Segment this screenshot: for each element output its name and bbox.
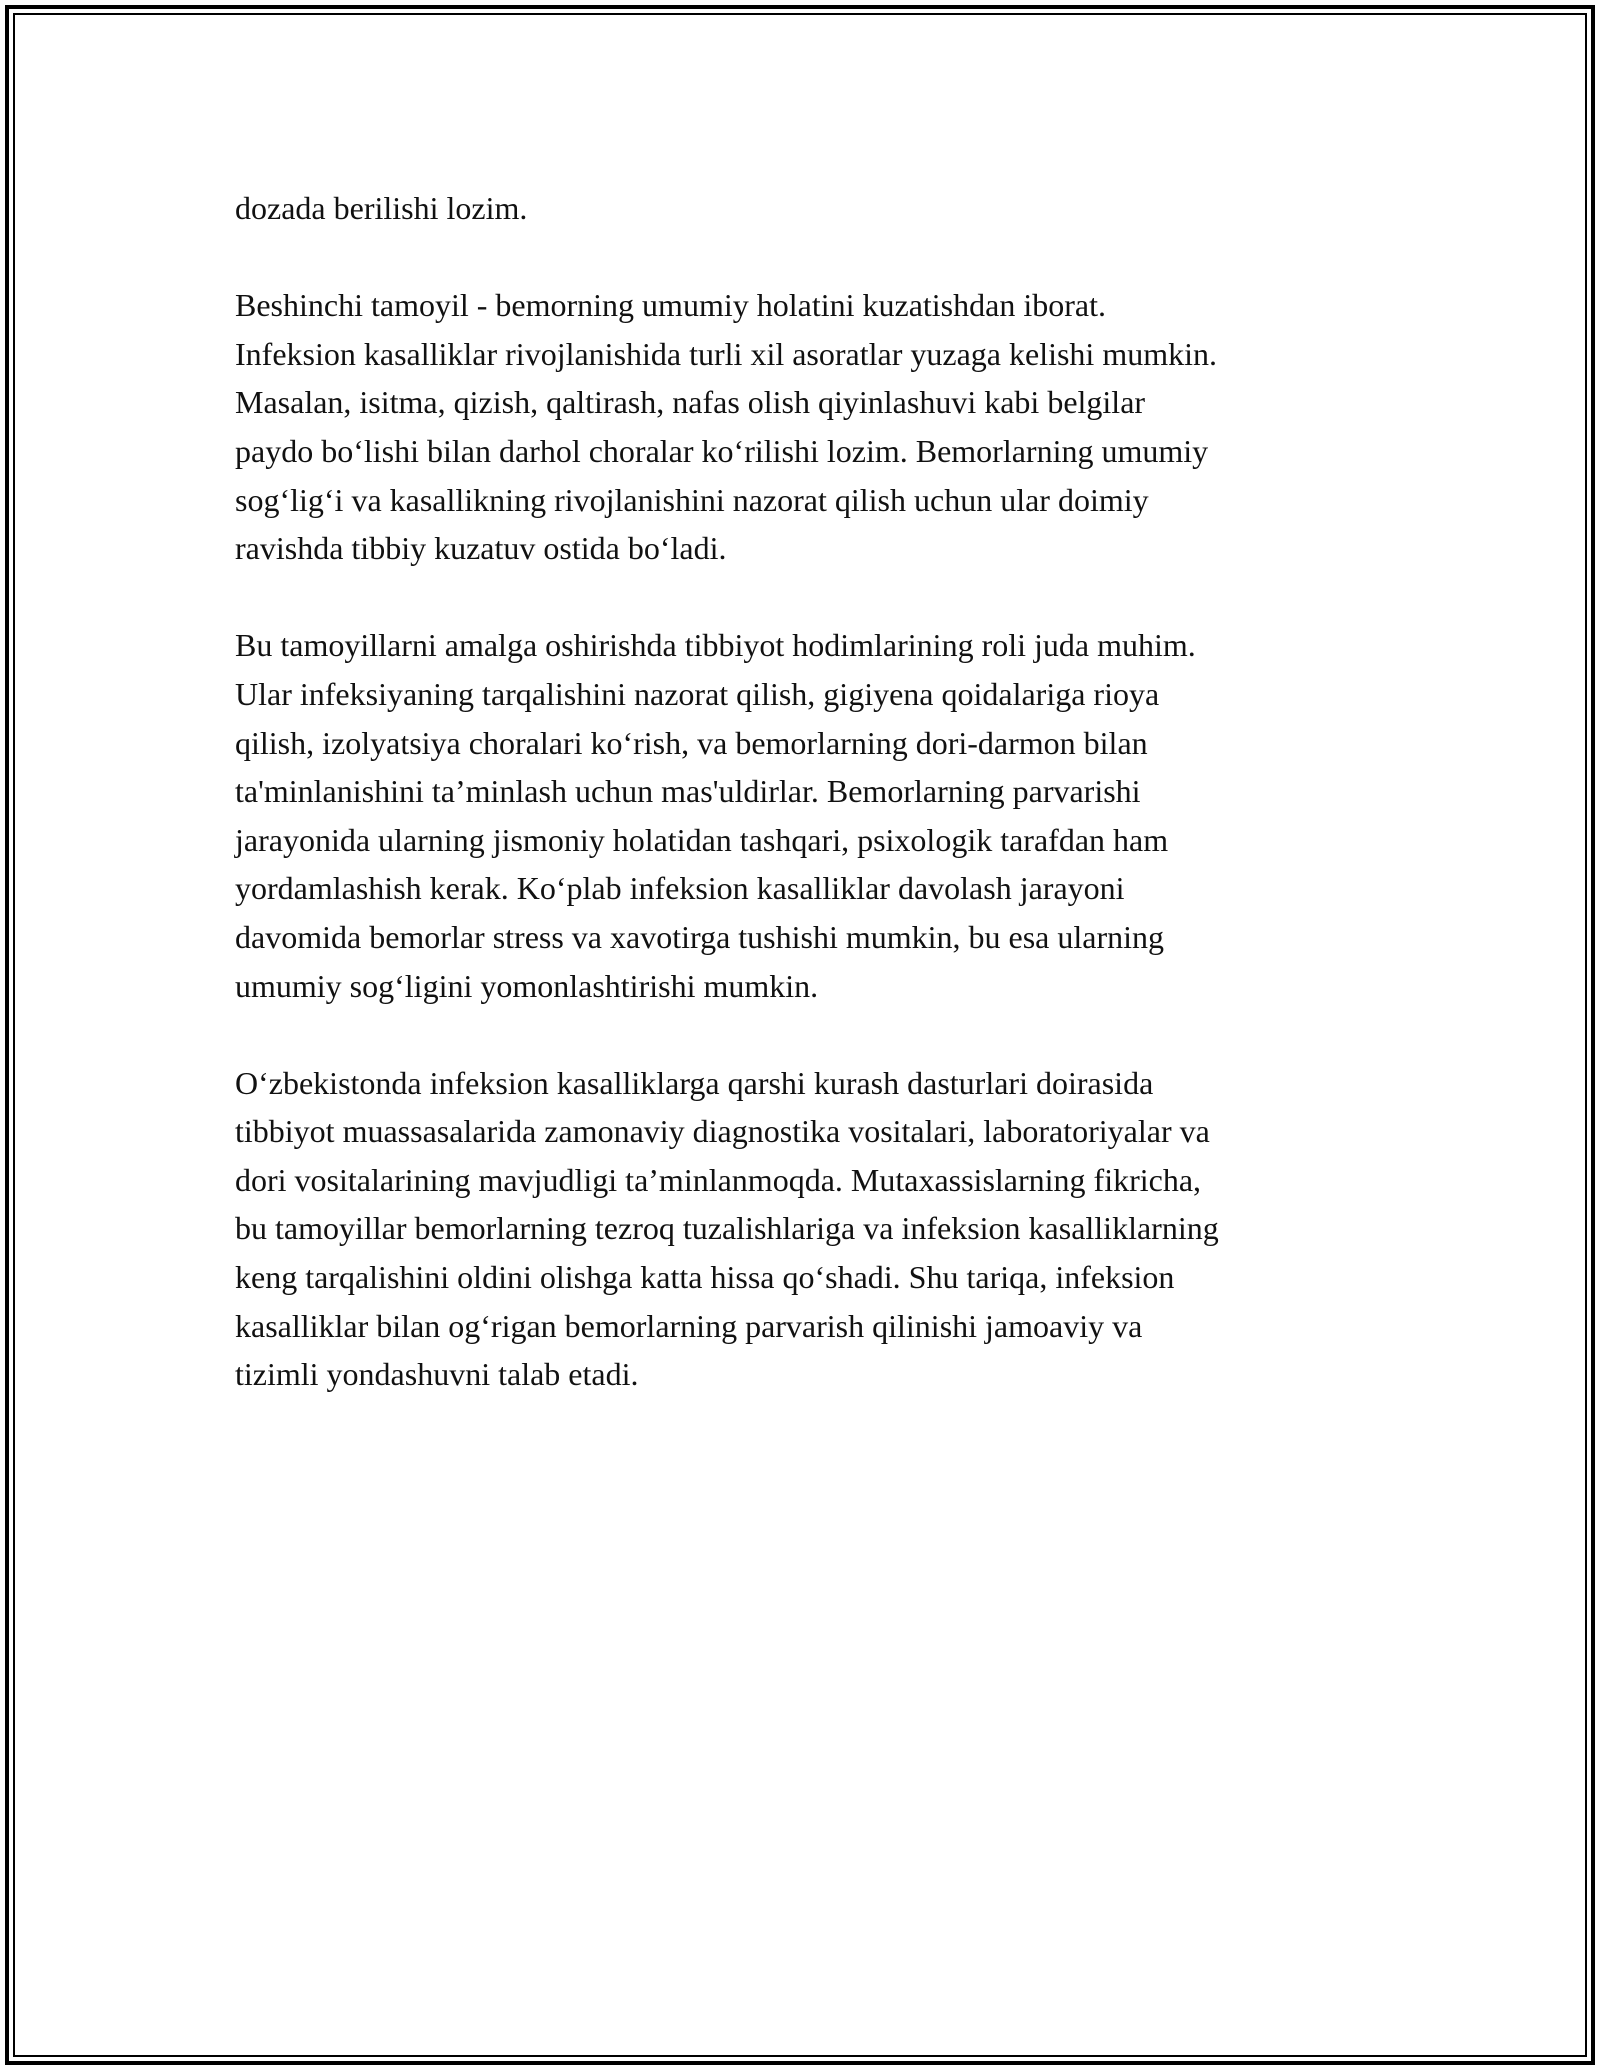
text-line: Bu tamoyillarni amalga oshirishda tibbiyot hodimlarining roli juda muhim. xyxy=(235,627,1196,664)
text-line: kasalliklar bilan og‘rigan bemorlarning parvarish qilinishi jamoaviy va xyxy=(235,1307,1143,1344)
text-line: dori vositalarining mavjudligi ta’minlanmoqda. Mutaxassislarning fikricha, xyxy=(235,1161,1202,1198)
text-line: ta'minlanishini ta’minlash uchun mas'uldirlar. Bemorlarning parvarishi xyxy=(235,773,1141,810)
text-line: sog‘lig‘i va kasallikning rivojlanishini nazorat qilish uchun ular doimiy xyxy=(235,481,1149,518)
paragraph-2 xyxy=(235,281,1375,573)
text-line: tizimli yondashuvni talab etadi. xyxy=(235,1356,639,1393)
text-line: Ular infeksiyaning tarqalishini nazorat qilish, gigiyena qoidalariga rioya xyxy=(235,675,1160,712)
text-line: paydo bo‘lishi bilan darhol choralar ko‘rilishi lozim. Bemorlarning umumiy xyxy=(235,432,1209,469)
paragraph-4 xyxy=(235,1059,1375,1399)
paragraph-spacer xyxy=(235,1010,1375,1059)
text-line: davomida bemorlar stress va xavotirga tushishi mumkin, bu esa ularning xyxy=(235,918,1165,955)
paragraph-spacer xyxy=(235,233,1375,282)
text-line: dozada berilishi lozim. xyxy=(235,190,528,226)
paragraph-spacer xyxy=(235,573,1375,622)
text-line: bu tamoyillar bemorlarning tezroq tuzalishlariga va infeksion kasalliklarning xyxy=(235,1210,1219,1247)
text-line: jarayonida ularning jismoniy holatidan tashqari, psixologik tarafdan ham xyxy=(235,821,1169,858)
text-line: O‘zbekistonda infeksion kasalliklarga qarshi kurash dasturlari doirasida xyxy=(235,1064,1154,1101)
text-line: umumiy sog‘ligini yomonlashtirishi mumkin. xyxy=(235,967,819,1004)
text-line: keng tarqalishini oldini olishga katta hissa qo‘shadi. Shu tariqa, infeksion xyxy=(235,1259,1175,1296)
text-line: tibbiyot muassasalarida zamonaviy diagnostika vositalari, laboratoriyalar va xyxy=(235,1113,1210,1150)
text-line: ravishda tibbiy kuzatuv ostida bo‘ladi. xyxy=(235,530,727,567)
text-line: yordamlashish kerak. Ko‘plab infeksion kasalliklar davolash jarayoni xyxy=(235,870,1125,907)
document-body xyxy=(235,184,1375,1399)
text-line: Beshinchi tamoyil - bemorning umumiy holatini kuzatishdan iborat. xyxy=(235,287,1106,324)
paragraph-3 xyxy=(235,621,1375,1010)
text-line: qilish, izolyatsiya choralari ko‘rish, va bemorlarning dori-darmon bilan xyxy=(235,724,1148,761)
text-line: Masalan, isitma, qizish, qaltirash, nafas olish qiyinlashuvi kabi belgilar xyxy=(235,384,1146,421)
paragraph-1 xyxy=(235,184,1375,233)
text-line: Infeksion kasalliklar rivojlanishida turli xil asoratlar yuzaga kelishi mumkin. xyxy=(235,335,1217,372)
